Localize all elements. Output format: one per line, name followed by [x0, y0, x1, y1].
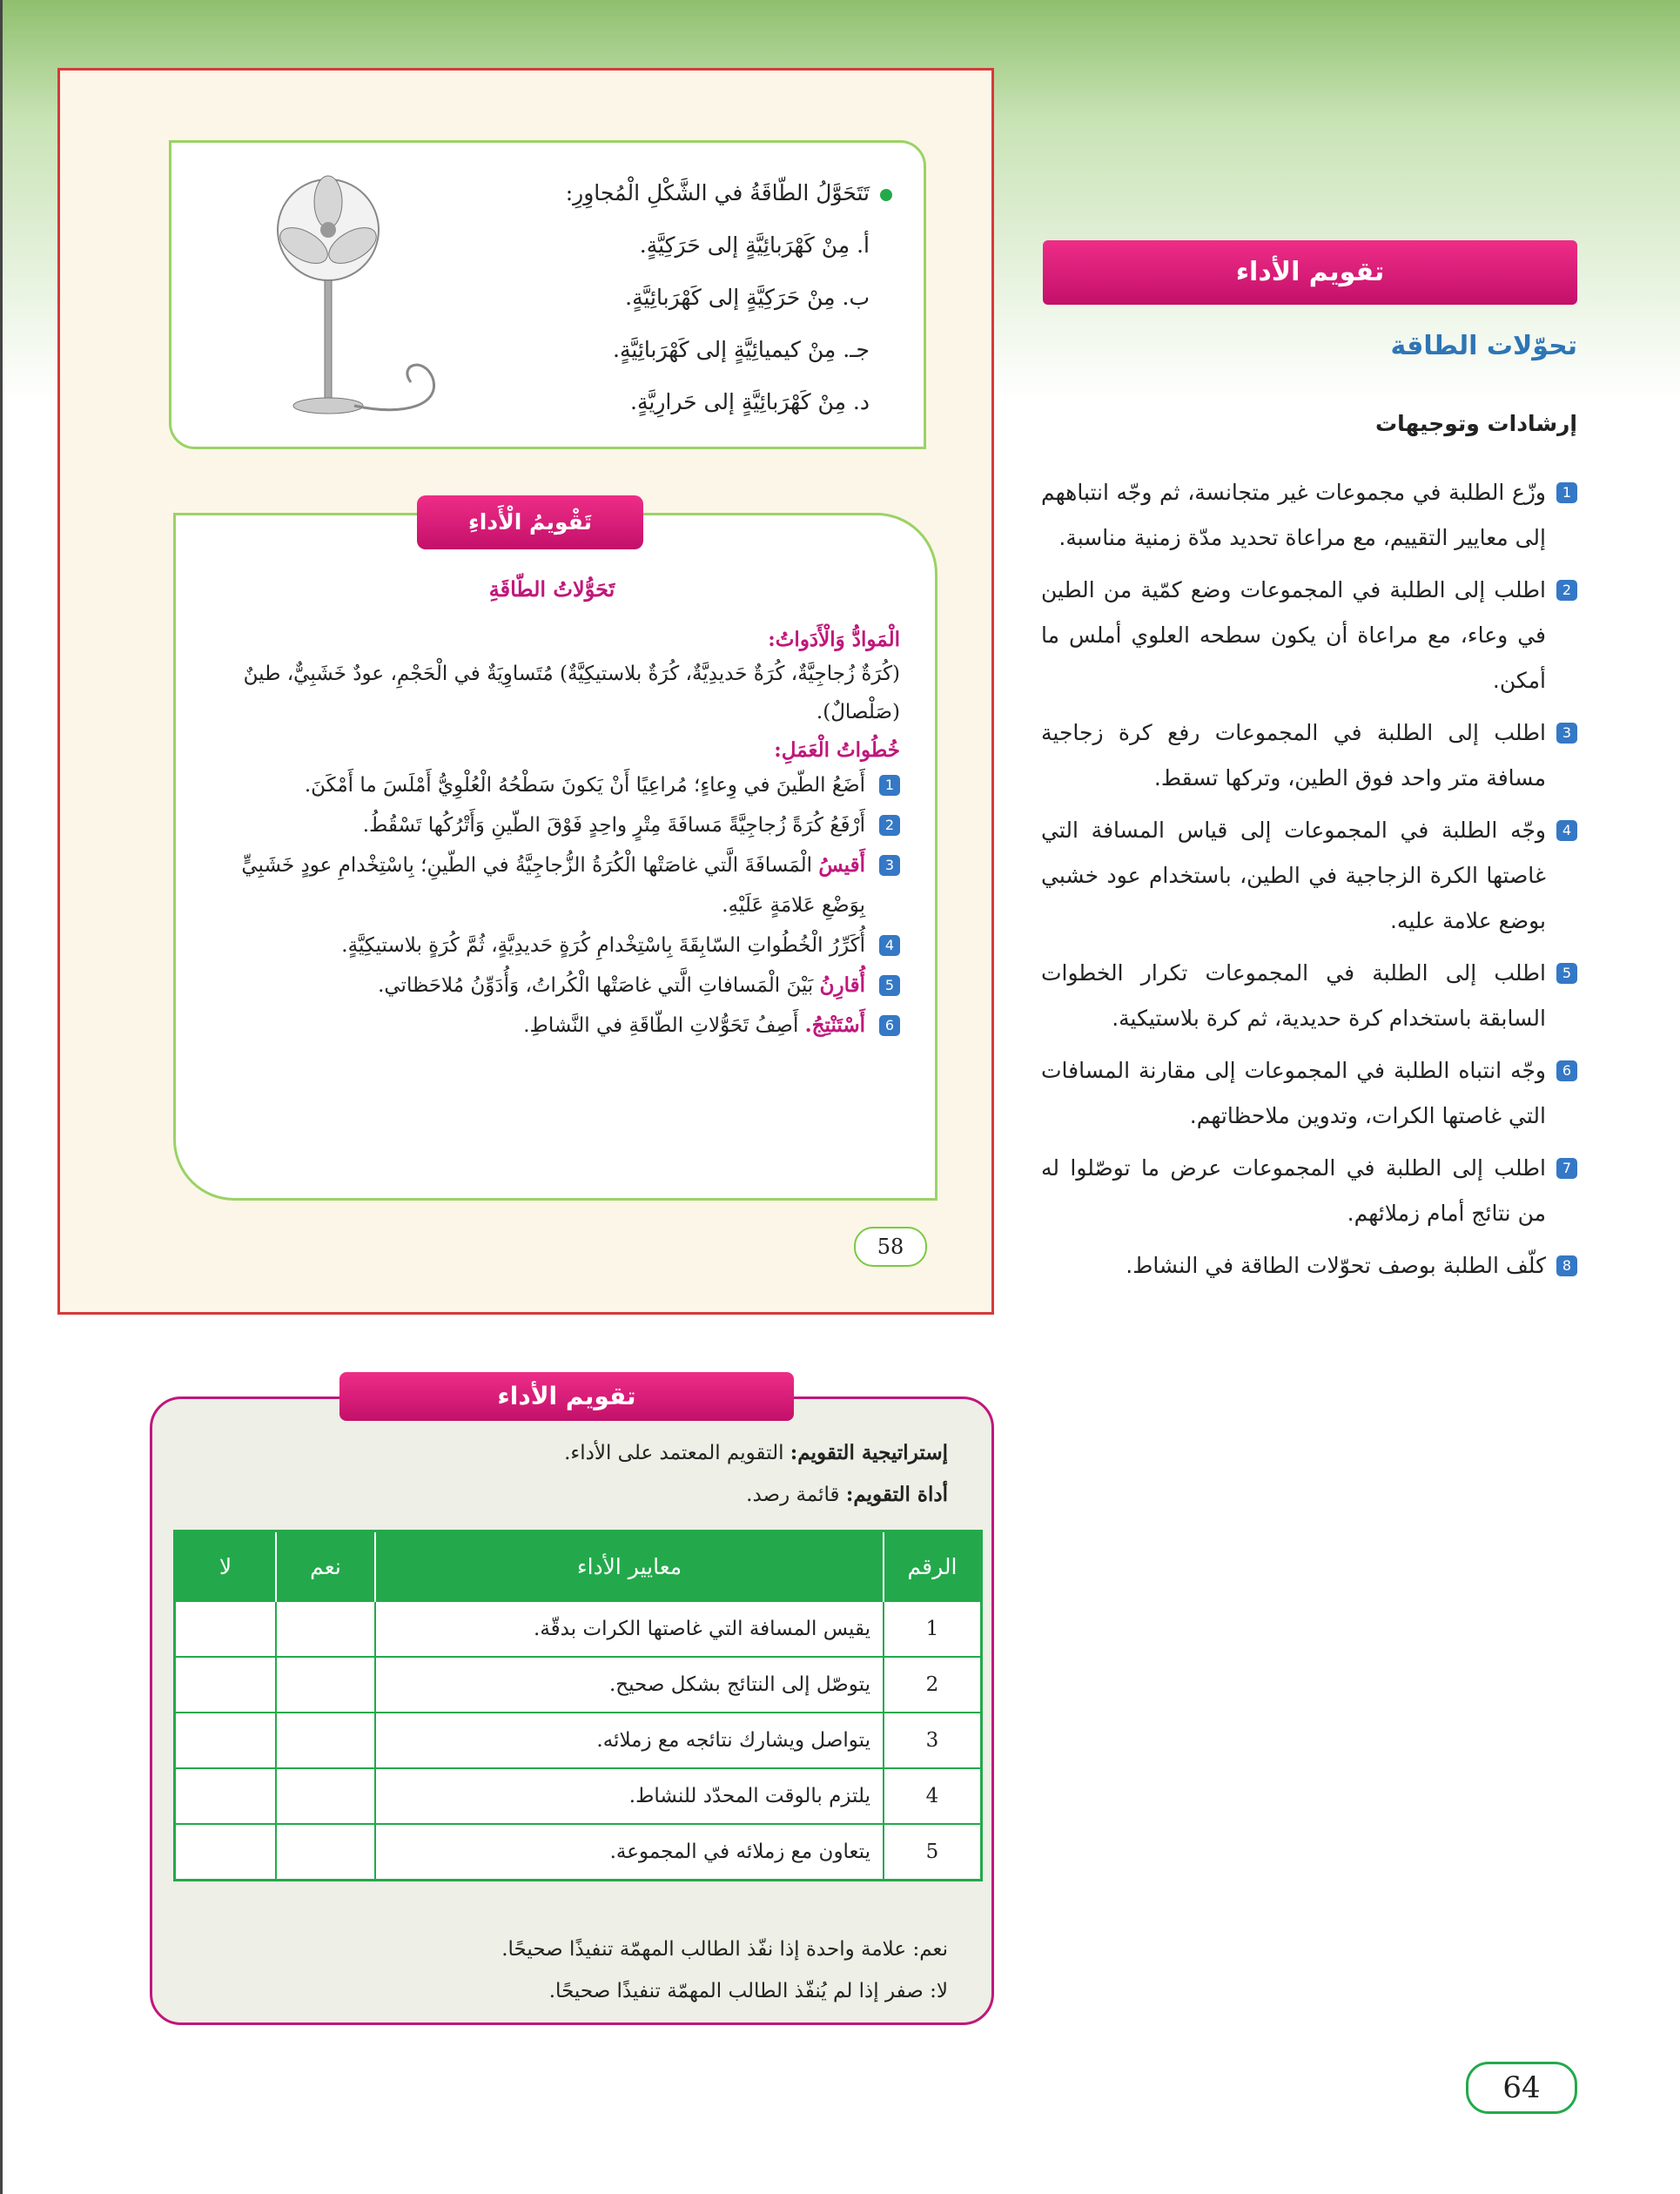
evaluation-box — [150, 1396, 994, 2025]
step-number: 3 — [879, 855, 900, 876]
table-row — [175, 1768, 982, 1824]
quiz-option: أ. مِنْ كَهْرَبائِيَّةٍ إلى حَرَكِيَّةٍ. — [639, 232, 870, 258]
note-yes: نعم: علامة واحدة إذا نفّذ الطالب المهمّة تنفيذًا صحيحًا. — [501, 1938, 948, 1961]
page-edge-line — [0, 0, 3, 2194]
quiz-box — [169, 140, 926, 449]
row-number: 5 — [884, 1824, 982, 1881]
row-number: 3 — [884, 1713, 982, 1768]
step-text: الْمَسافَةَ الَّتي غاصَتْها الْكُرَةُ الزُّجاجِيَّةُ في الطّينِ؛ بِاسْتِخْدامِ عودٍ خَشَبِيٍّ بِوَضْعِ عَلامَةٍ عَلَيْهِ. — [241, 854, 865, 917]
criteria-table — [173, 1530, 983, 1881]
criterion-cell: يقيس المسافة التي غاصتها الكرات بدقّة. — [375, 1601, 884, 1657]
row-number: 1 — [884, 1601, 982, 1657]
item-text: وجّه الطلبة في المجموعات إلى قياس المسافة التي غاصتها الكرة الزجاجية في الطين، باستخدام عود خشبي بوضع علامة عليه. — [1041, 818, 1546, 933]
yes-cell[interactable] — [276, 1824, 375, 1881]
table-header-row — [175, 1531, 982, 1602]
no-cell[interactable] — [175, 1824, 277, 1881]
activity-step — [204, 845, 900, 925]
tool-label: أداة التقويم: — [845, 1483, 948, 1506]
step-text: أَرْفَعُ كُرَةً زُجاجِيَّةً مَسافَةَ مِتْرٍ واحِدٍ فَوْقَ الطّينِ وَأَتْرُكُها تَسْقُطُ. — [362, 814, 865, 837]
materials-label: الْمَوادُّ وَالْأَدَواتُ: — [768, 628, 900, 651]
materials-text: (كُرَةٌ زُجاجِيَّةٌ، كُرَةٌ حَديدِيَّةٌ، كُرَةٌ بلاستيكِيَّةٌ) مُتَساوِيَةٌ في الْحَجْمِ، عودٌ خَشَبِيٌّ، طينٌ (صَلْصالٌ). — [243, 663, 900, 723]
guide-item — [1041, 808, 1577, 944]
guide-item — [1041, 568, 1577, 703]
item-text: كلّف الطلبة بوصف تحوّلات الطاقة في النشاط. — [1126, 1253, 1546, 1278]
column-header: لا — [175, 1531, 277, 1602]
quiz-question-text: تَتَحَوَّلُ الطّاقَةُ في الشَّكْلِ الْمُجاوِرِ: — [565, 180, 870, 205]
yes-cell[interactable] — [276, 1713, 375, 1768]
item-number: 3 — [1556, 723, 1577, 744]
criterion-cell: يتعاون مع زملائه في المجموعة. — [375, 1824, 884, 1881]
activity-box — [173, 513, 937, 1201]
row-number: 4 — [884, 1768, 982, 1824]
step-number: 2 — [879, 815, 900, 836]
step-number: 6 — [879, 1015, 900, 1036]
guide-header: تقويم الأداء — [1043, 240, 1577, 305]
step-verb: أَسْتَنْتِجُ. — [804, 1013, 865, 1037]
strategy-value: التقويم المعتمد على الأداء. — [564, 1442, 790, 1464]
evaluation-notes — [182, 1928, 948, 2012]
step-text: بَيْنَ الْمَسافاتِ الَّتي غاصَتْها الْكُراتُ، وَأُدَوِّنُ مُلاحَظاتي. — [378, 974, 820, 997]
note-no: لا: صفر إذا لم يُنفّذ الطالب المهمّة تنفيذًا صحيحًا. — [548, 1980, 948, 2002]
item-number: 2 — [1556, 580, 1577, 601]
step-text: أَضَعُ الطّينَ في وِعاءٍ؛ مُراعِيًا أَنْ يَكونَ سَطْحُهُ الْعُلْوِيُّ أَمْلَسَ ما أَمْكَنَ. — [304, 774, 865, 797]
item-text: وزّع الطلبة في مجموعات غير متجانسة، ثم وجّه انتباههم إلى معايير التقييم، مع مراعاة تحديد مدّة زمنية مناسبة. — [1041, 480, 1546, 550]
guide-item — [1041, 710, 1577, 801]
guide-item — [1041, 1048, 1577, 1139]
guide-subtitle: إرشادات وتوجيهات — [1375, 411, 1577, 436]
quiz-option: ب. مِنْ حَرَكِيَّةٍ إلى كَهْرَبائِيَّةٍ. — [625, 285, 870, 310]
item-text: اطلب إلى الطلبة في المجموعات رفع كرة زجاجية مسافة متر واحد فوق الطين، وتركها تسقط. — [1041, 720, 1546, 791]
item-text: اطلب إلى الطلبة في المجموعات تكرار الخطوات السابقة باستخدام كرة حديدية، ثم كرة بلاستيكية. — [1041, 960, 1546, 1031]
table-row — [175, 1601, 982, 1657]
activity-step — [204, 925, 900, 966]
guide-item — [1041, 470, 1577, 561]
item-number: 1 — [1556, 482, 1577, 503]
item-text: اطلب إلى الطلبة في المجموعات عرض ما توصّلوا له من نتائج أمام زملائهم. — [1041, 1155, 1546, 1226]
step-number: 5 — [879, 975, 900, 996]
bullet-icon — [880, 189, 892, 201]
criterion-cell: يلتزم بالوقت المحدّد للنشاط. — [375, 1768, 884, 1824]
item-number: 6 — [1556, 1060, 1577, 1081]
item-number: 7 — [1556, 1158, 1577, 1179]
activity-step — [204, 966, 900, 1006]
step-verb: أُقارِنُ — [819, 973, 865, 997]
evaluation-info — [182, 1432, 948, 1516]
step-verb: أَقيسُ — [818, 853, 865, 877]
activity-step — [204, 1006, 900, 1046]
no-cell[interactable] — [175, 1657, 277, 1713]
step-text: أُكَرِّرُ الْخُطُواتِ السّابِقَةَ بِاسْتِخْدامِ كُرَةٍ حَديدِيَّةٍ، ثُمَّ كُرَةٍ بلاستيكِيَّةٍ. — [341, 934, 865, 957]
strategy-label: إستراتيجية التقويم: — [790, 1441, 948, 1464]
activity-step — [204, 805, 900, 845]
yes-cell[interactable] — [276, 1601, 375, 1657]
activity-step — [204, 765, 900, 805]
yes-cell[interactable] — [276, 1657, 375, 1713]
item-text: وجّه انتباه الطلبة في المجموعات إلى مقارنة المسافات التي غاصتها الكرات، وتدوين ملاحظاتهم. — [1041, 1058, 1546, 1128]
item-text: اطلب إلى الطلبة في المجموعات وضع كمّية من الطين في وعاء، مع مراعاة أن يكون سطحه العلوي أملس ما أمكن. — [1041, 577, 1546, 693]
quiz-option: د. مِنْ كَهْرَبائِيَّةٍ إلى حَرارِيَّةٍ. — [630, 389, 870, 414]
column-header: الرقم — [884, 1531, 982, 1602]
column-header: معايير الأداء — [375, 1531, 884, 1602]
row-number: 2 — [884, 1657, 982, 1713]
item-number: 4 — [1556, 820, 1577, 841]
yes-cell[interactable] — [276, 1768, 375, 1824]
step-number: 1 — [879, 775, 900, 796]
quiz-option: جـ. مِنْ كيميائِيَّةٍ إلى كَهْرَبائِيَّةٍ. — [613, 337, 870, 362]
step-text: أَصِفُ تَحَوُّلاتِ الطّاقَةِ في النَّشاطِ. — [523, 1014, 805, 1037]
activity-header: تَقْويمُ الْأَداءِ — [417, 495, 643, 549]
guide-title: تحوّلات الطاقة — [1390, 331, 1577, 361]
guide-item — [1041, 951, 1577, 1041]
table-row — [175, 1657, 982, 1713]
item-number: 8 — [1556, 1255, 1577, 1276]
guide-steps — [1041, 470, 1577, 1296]
activity-title: تَحَوُّلاتُ الطّاقَةِ — [488, 576, 615, 602]
criterion-cell: يتوصّل إلى النتائج بشكل صحيح. — [375, 1657, 884, 1713]
table-row — [175, 1824, 982, 1881]
quiz-question — [440, 167, 892, 428]
criterion-cell: يتواصل ويشارك نتائجه مع زملائه. — [375, 1713, 884, 1768]
table-row — [175, 1713, 982, 1768]
tool-value: قائمة رصد. — [746, 1484, 846, 1506]
no-cell[interactable] — [175, 1713, 277, 1768]
step-number: 4 — [879, 935, 900, 956]
column-header: نعم — [276, 1531, 375, 1602]
no-cell[interactable] — [175, 1601, 277, 1657]
guide-item — [1041, 1146, 1577, 1236]
guide-item — [1041, 1243, 1577, 1289]
textbook-page — [57, 68, 994, 1315]
no-cell[interactable] — [175, 1768, 277, 1824]
book-page-number: 58 — [854, 1227, 927, 1267]
page-number: 64 — [1466, 2062, 1577, 2114]
steps-label: خُطُواتُ الْعَمَلِ: — [774, 738, 900, 762]
activity-content — [204, 576, 900, 1046]
evaluation-header: تقويم الأداء — [339, 1372, 794, 1421]
item-number: 5 — [1556, 963, 1577, 984]
